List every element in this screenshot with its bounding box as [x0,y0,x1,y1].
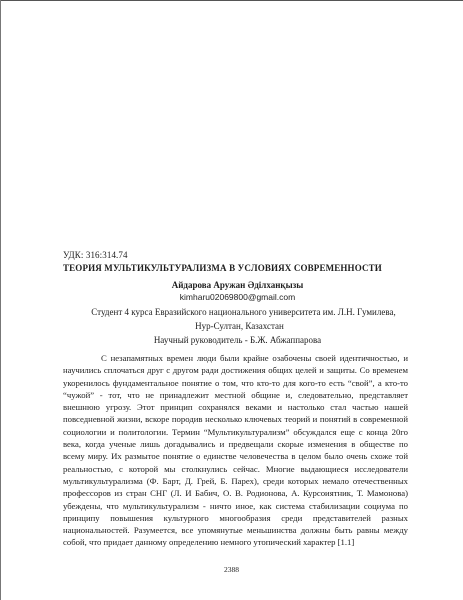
author-email: kimharu02069800@gmail.com [179,292,296,302]
paper-title: ТЕОРИЯ МУЛЬТИКУЛЬТУРАЛИЗМА В УСЛОВИЯХ СОВРЕМЕННОСТИ [63,263,382,273]
page-number: 2388 [224,565,239,574]
page-border-left [0,0,1,600]
author-affiliation: Студент 4 курса Евразийского национального университета им. Л.Н. Гумилева, [91,307,396,317]
author-location: Нур-Султан, Казахстан [195,321,284,331]
udc-code: УДК: 316:314.74 [63,250,128,260]
author-name: Айдарова Аружан Әділханқызы [171,280,304,290]
supervisor: Научный руководитель - Б.Ж. Абжаппарова [153,335,322,345]
page-border-top [0,0,463,1]
body-paragraph: С незапамятных времен люди были крайне озабочены своей идентичностью, и научились сплочаться друг с другом ради достижения общих целей и защиты. Со временем укоренилось фундаментальное понятие о том, что кто-то для кого-то есть “свой”, а кто-то “чужой” - тот, что не принадлежит местной общине и, следовательно, представляет внешнюю угрозу. Этот принцип сохранялся веками и настолько стал частью нашей повседневной жизни, вскоре породив несколько ключевых теорий и понятий в современной социологии и политологии. Термин “Мультикультурализм” обсуждался еще с конца 20го века, когда ученые лишь догадывались и предвещали скорые изменения в обществе по всему миру. Их размытое понятие о единстве человечества в целом было очень схоже той реальностью, с которой мы столкнулись сейчас. Многие выдающиеся исследователи мультикультурализма (Ф. Барт, Д. Грей, Б. Парех), среди которых немало отечественных профессоров из стран СНГ (Л. И Бабич, О. В. Родионова, А. Курсоиятник, Т. Мамонова) убеждены, что мультикультурализм - ничто иное, как система стабилизации социума по принципу повышения культурного многообразия среди представителей разных национальностей. Разумеется, все упомянутые меньшинства должны быть равны между собой, что придает данному определению немного утопический характер [1.1] [63,353,408,548]
